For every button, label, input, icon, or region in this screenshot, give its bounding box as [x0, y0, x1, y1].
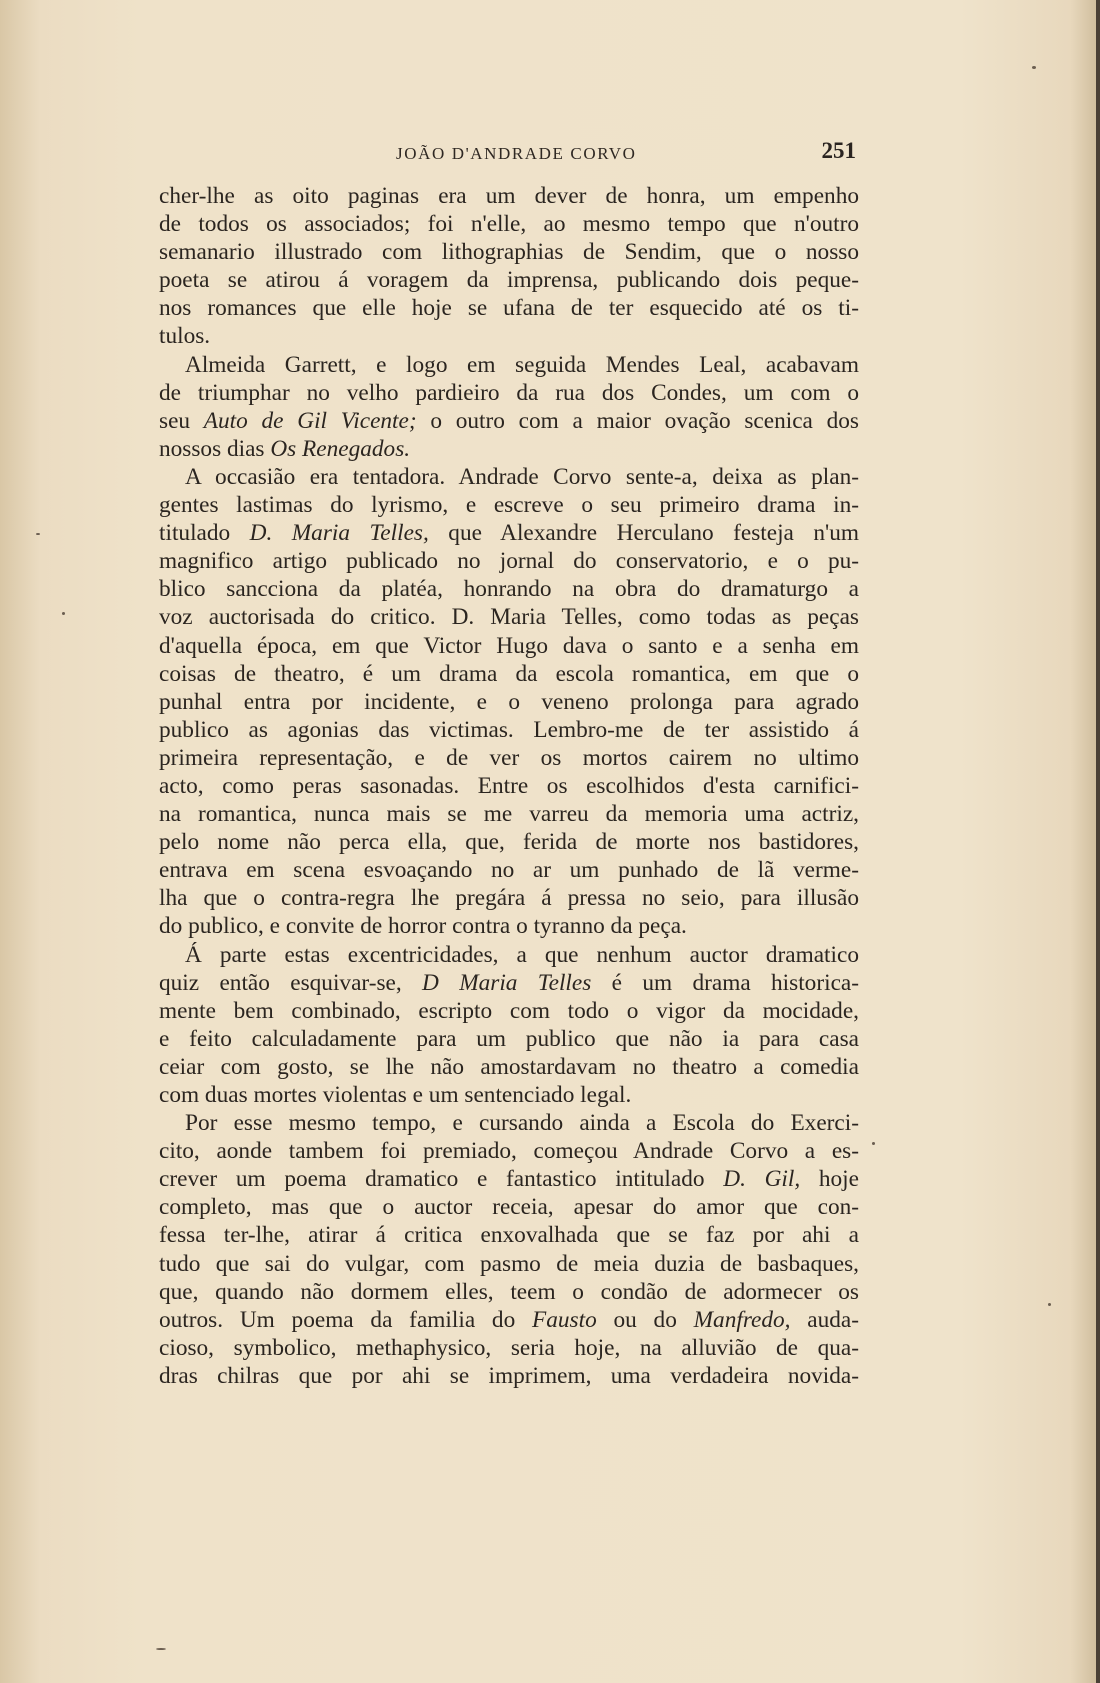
text-line: [159, 884, 859, 912]
text-run: cher-lhe as oito paginas era um dever de honra, um empenho: [159, 183, 859, 209]
text-run: Almeida Garrett, e logo em seguida Mendes Leal, acabavam: [185, 351, 859, 378]
text-run: A occasião era tentadora. Andrade Corvo sente-a, deixa as plan-: [185, 463, 859, 490]
page-header: [158, 138, 856, 168]
text-run: entrava em scena esvoaçando no ar um punhado de lã verme-: [159, 857, 859, 884]
italic-title: D Maria Telles: [422, 969, 592, 996]
text-run: que, quando não dormem elles, teem o condão de adormecer os: [159, 1278, 859, 1305]
paper-speck: [872, 1142, 875, 1145]
text-line: [159, 210, 859, 238]
text-line: [159, 1278, 859, 1306]
text-run: é um drama historica-: [591, 969, 860, 996]
italic-title: Fausto: [532, 1306, 597, 1333]
text-run: quiz então esquivar-se,: [159, 969, 423, 996]
italic-title: D. Maria Telles,: [249, 520, 429, 547]
text-line: [159, 491, 859, 519]
text-run: de triumphar no velho pardieiro da rua dos Condes, um com o: [159, 379, 859, 406]
text-run: dras chilras que por ahi se imprimem, uma verdadeira novida-: [159, 1362, 859, 1389]
text-run: nossos dias: [159, 435, 271, 462]
text-run: completo, mas que o auctor receia, apesar do amor que con-: [159, 1194, 859, 1221]
text-line: [159, 1137, 859, 1165]
text-line: [159, 1053, 859, 1081]
text-line: [159, 266, 859, 294]
italic-title: D. Gil,: [723, 1166, 801, 1193]
text-line: [159, 1165, 859, 1193]
text-line: [159, 1250, 859, 1278]
text-run: que Alexandre Herculano festeja n'um: [428, 520, 859, 547]
text-run: e feito calculadamente para um publico que não ia para casa: [159, 1025, 859, 1052]
text-run: semanario illustrado com lithographias de Sendim, que o nosso: [159, 239, 859, 266]
text-line: [159, 660, 859, 688]
text-line: [159, 1334, 859, 1362]
text-line: [159, 800, 859, 828]
text-run: seu: [159, 407, 204, 434]
text-line: [159, 997, 859, 1025]
text-run: cioso, symbolico, methaphysico, seria hoje, na alluvião de qua-: [159, 1334, 859, 1361]
text-run: ou do: [596, 1306, 694, 1333]
text-run: na romantica, nunca mais se me varreu da memoria uma actriz,: [159, 801, 859, 828]
text-line: [159, 547, 859, 575]
text-run: poeta se atirou á voragem da imprensa, publicando dois peque-: [159, 267, 859, 294]
text-run: punhal entra por incidente, e o veneno prolonga para agrado: [159, 688, 859, 715]
text-line: [159, 912, 859, 940]
text-run: coisas de theatro, é um drama da escola romantica, em que o: [159, 660, 859, 687]
text-run: tudo que sai do vulgar, com pasmo de meia duzia de basbaques,: [159, 1250, 859, 1277]
text-line: [159, 435, 859, 463]
text-run: d'aquella época, em que Victor Hugo dava o santo e a senha em: [159, 632, 859, 659]
text-run: crever um poema dramatico e fantastico intitulado: [159, 1166, 724, 1193]
text-line: [159, 407, 859, 435]
paper-speck: [1032, 66, 1036, 69]
text-run: cito, aonde tambem foi premiado, começou Andrade Corvo a es-: [159, 1138, 859, 1165]
text-line: [159, 716, 859, 744]
text-line: [159, 322, 859, 350]
text-run: fessa ter-lhe, atirar á critica enxovalhada que se faz por ahi a: [159, 1222, 859, 1249]
text-line: [159, 1221, 859, 1249]
text-line: [159, 969, 859, 997]
italic-title: Os Renegados.: [270, 435, 411, 462]
text-run: o outro com a maior ovação scenica dos: [416, 407, 859, 434]
text-run: Á parte estas excentricidades, a que nenhum auctor dramatico: [185, 941, 859, 968]
text-line: [159, 463, 859, 491]
text-line: [159, 1193, 859, 1221]
text-run: com duas mortes violentas e um sentenciado legal.: [159, 1082, 632, 1108]
text-line: [159, 744, 859, 772]
text-run: blico sancciona da platéa, honrando na obra do dramaturgo a: [159, 576, 859, 603]
paper-speck: [156, 1648, 166, 1650]
text-line: [159, 1306, 859, 1334]
paper-speck: [62, 612, 65, 615]
text-line: [159, 688, 859, 716]
running-head: JOÃO D'ANDRADE CORVO: [396, 144, 637, 163]
text-run: gentes lastimas do lyrismo, e escreve o seu primeiro drama in-: [159, 492, 859, 519]
text-run: ceiar com gosto, se lhe não amostardavam no theatro a comedia: [159, 1053, 859, 1080]
text-run: tulos.: [159, 323, 211, 350]
italic-title: Auto de Gil Vicente;: [203, 407, 417, 434]
text-line: [159, 1081, 859, 1109]
italic-title: Manfredo,: [693, 1306, 791, 1333]
text-run: magnifico artigo publicado no jornal do conservatorio, e o pu-: [159, 548, 859, 575]
text-line: [159, 941, 859, 969]
text-run: titulado: [159, 520, 250, 547]
text-line: [159, 294, 859, 322]
text-line: [159, 1025, 859, 1053]
text-run: hoje: [800, 1166, 859, 1193]
text-line: [159, 632, 859, 660]
page-number: 251: [821, 138, 856, 163]
text-line: [159, 603, 859, 631]
text-run: publico as agonias das victimas. Lembro-me de ter assistido á: [159, 716, 859, 743]
text-run: nos romances que elle hoje se ufana de ter esquecido até os ti-: [159, 295, 859, 322]
text-line: [159, 182, 859, 210]
text-line: [159, 379, 859, 407]
text-run: primeira representação, e de ver os mortos cairem no ultimo: [159, 744, 859, 771]
text-run: pelo nome não perca ella, que, ferida de morte nos bastidores,: [159, 829, 859, 856]
text-run: acto, como peras sasonadas. Entre os escolhidos d'esta carnifici-: [159, 772, 859, 799]
body-text: [159, 182, 859, 1390]
text-line: [159, 1362, 859, 1390]
text-run: outros. Um poema da familia do: [159, 1306, 532, 1333]
text-line: [159, 772, 859, 800]
text-run: Por esse mesmo tempo, e cursando ainda a Escola do Exerci-: [185, 1110, 859, 1137]
paper-speck: [1048, 1303, 1051, 1306]
page-edge-shadow: [1096, 0, 1100, 1683]
text-run: auda-: [790, 1306, 859, 1333]
text-line: [159, 575, 859, 603]
text-run: mente bem combinado, escripto com todo o vigor da mocidade,: [159, 997, 859, 1024]
text-line: [159, 856, 859, 884]
text-run: voz auctorisada do critico. D. Maria Telles, como todas as peças: [159, 604, 859, 631]
text-run: do publico, e convite de horror contra o tyranno da peça.: [159, 913, 687, 940]
text-run: lha que o contra-regra lhe pregára á pressa no seio, para illusão: [159, 885, 859, 912]
text-line: [159, 238, 859, 266]
text-run: de todos os associados; foi n'elle, ao mesmo tempo que n'outro: [159, 211, 859, 238]
text-line: [159, 1109, 859, 1137]
text-line: [159, 828, 859, 856]
paper-speck: [36, 533, 40, 535]
text-line: [159, 351, 859, 379]
text-line: [159, 519, 859, 547]
